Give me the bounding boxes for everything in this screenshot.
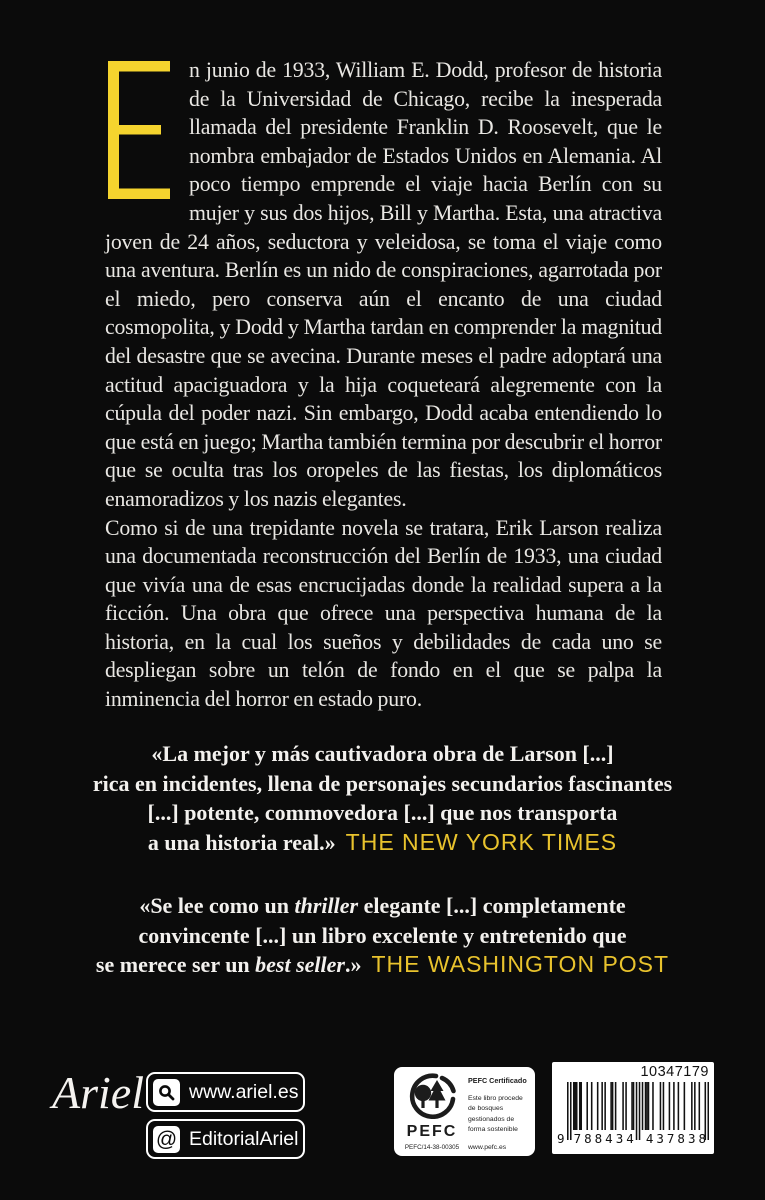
pefc-license-code: PEFC/14-38-00305 — [404, 1144, 460, 1151]
synopsis — [105, 56, 662, 714]
pefc-wordmark: PEFC — [406, 1122, 458, 1140]
quote-line: rica en incidentes, llena de personajes secundarios fascinantes — [92, 770, 673, 796]
pefc-description: Este libro procede de bosques gestionados de forma sostenible — [468, 1095, 523, 1133]
pefc-logo-icon — [406, 1073, 458, 1119]
synopsis-paragraph-1 — [105, 56, 662, 514]
review-quote-wapo — [0, 891, 765, 980]
quote-line — [0, 950, 765, 980]
social-label: EditorialAriel — [189, 1127, 299, 1150]
publisher-logo-ariel: Ariel — [52, 1067, 144, 1118]
isbn-digits — [557, 1131, 709, 1146]
barcode-top-number: 10347179 — [640, 1064, 709, 1080]
website-badge — [146, 1072, 305, 1112]
synopsis-paragraph-2: Como si de una trepidante novela se tratara, Erik Larson realiza una documentada reconstrucción del Berlín de 1933, una ciudad que vivía una de esas encrucijadas donde la realidad supera a la ficción. Una obra que ofrece una perspectiva humana de la historia, en la cual los sueños y debilidades de cada uno se despliegan sobre un telón de fondo en el que se palpa la inminencia del horror en estado puro. — [105, 515, 662, 712]
quote-closing: se merece ser un best seller.» — [95, 952, 362, 977]
quote-line: «La mejor y más cautivadora obra de Larson [...] — [151, 741, 614, 766]
pefc-text-block — [468, 1073, 529, 1151]
pefc-logo-block — [400, 1073, 464, 1151]
isbn-lead-digit: 9 — [557, 1131, 565, 1146]
pefc-certificate — [394, 1067, 535, 1156]
drop-cap-e — [108, 61, 170, 199]
wapo-attribution: THE WASHINGTON POST — [371, 951, 670, 977]
review-quote-nyt — [0, 739, 765, 857]
isbn-barcode — [552, 1062, 714, 1154]
pefc-title: PEFC Certificado — [468, 1076, 527, 1085]
quote-closing: a una historia real.» — [147, 829, 336, 855]
synopsis-paragraph-1-text: n junio de 1933, William E. Dodd, profesor de historia de la Universidad de Chicago, recibe la inesperada llamada del presidente Franklin D. Roosevelt, que le nombra embajador de Estados Unidos en Alemania. Al poco tiempo emprende el viaje hacia Berlín con su mujer y sus dos hijos, Bill y Martha. Esta, una atractiva joven de 24 años, seductora y veleidosa, se toma el viaje como una aventura. Berlín es un nido de conspiraciones, agarrotada por el miedo, pero conserva aún el encanto de una ciudad cosmopolita, y Dodd y Martha tardan en comprender la magnitud del desastre que se avecina. Durante meses el padre adoptará una actitud apaciguadora y la hija coqueteará alegremente con la cúpula del poder nazi. Sin embargo, Dodd acaba entendiendo lo que está en juego; Martha también termina por descubrir el horror que se oculta tras los oropeles de las fiestas, los diplomáticos enamoradizos y los nazis elegantes. — [105, 58, 662, 511]
quote-line: convincente [...] un libro excelente y entretenido que — [138, 922, 627, 948]
nyt-attribution: THE NEW YORK TIMES — [345, 828, 618, 855]
at-icon: @ — [153, 1126, 180, 1153]
isbn-group-1: 788434 — [573, 1131, 637, 1146]
pefc-url: www.pefc.es — [468, 1144, 507, 1151]
quote-line: «Se lee como un thriller elegante [...] completamente — [139, 893, 626, 918]
quote-line — [0, 828, 765, 858]
search-icon — [153, 1079, 180, 1106]
publisher-links — [146, 1072, 305, 1159]
isbn-group-2: 437838 — [645, 1131, 709, 1146]
social-badge — [146, 1119, 305, 1159]
website-label: www.ariel.es — [189, 1080, 299, 1103]
barcode-area — [557, 1081, 709, 1153]
quote-line: [...] potente, commovedora [...] que nos transporta — [147, 800, 618, 825]
